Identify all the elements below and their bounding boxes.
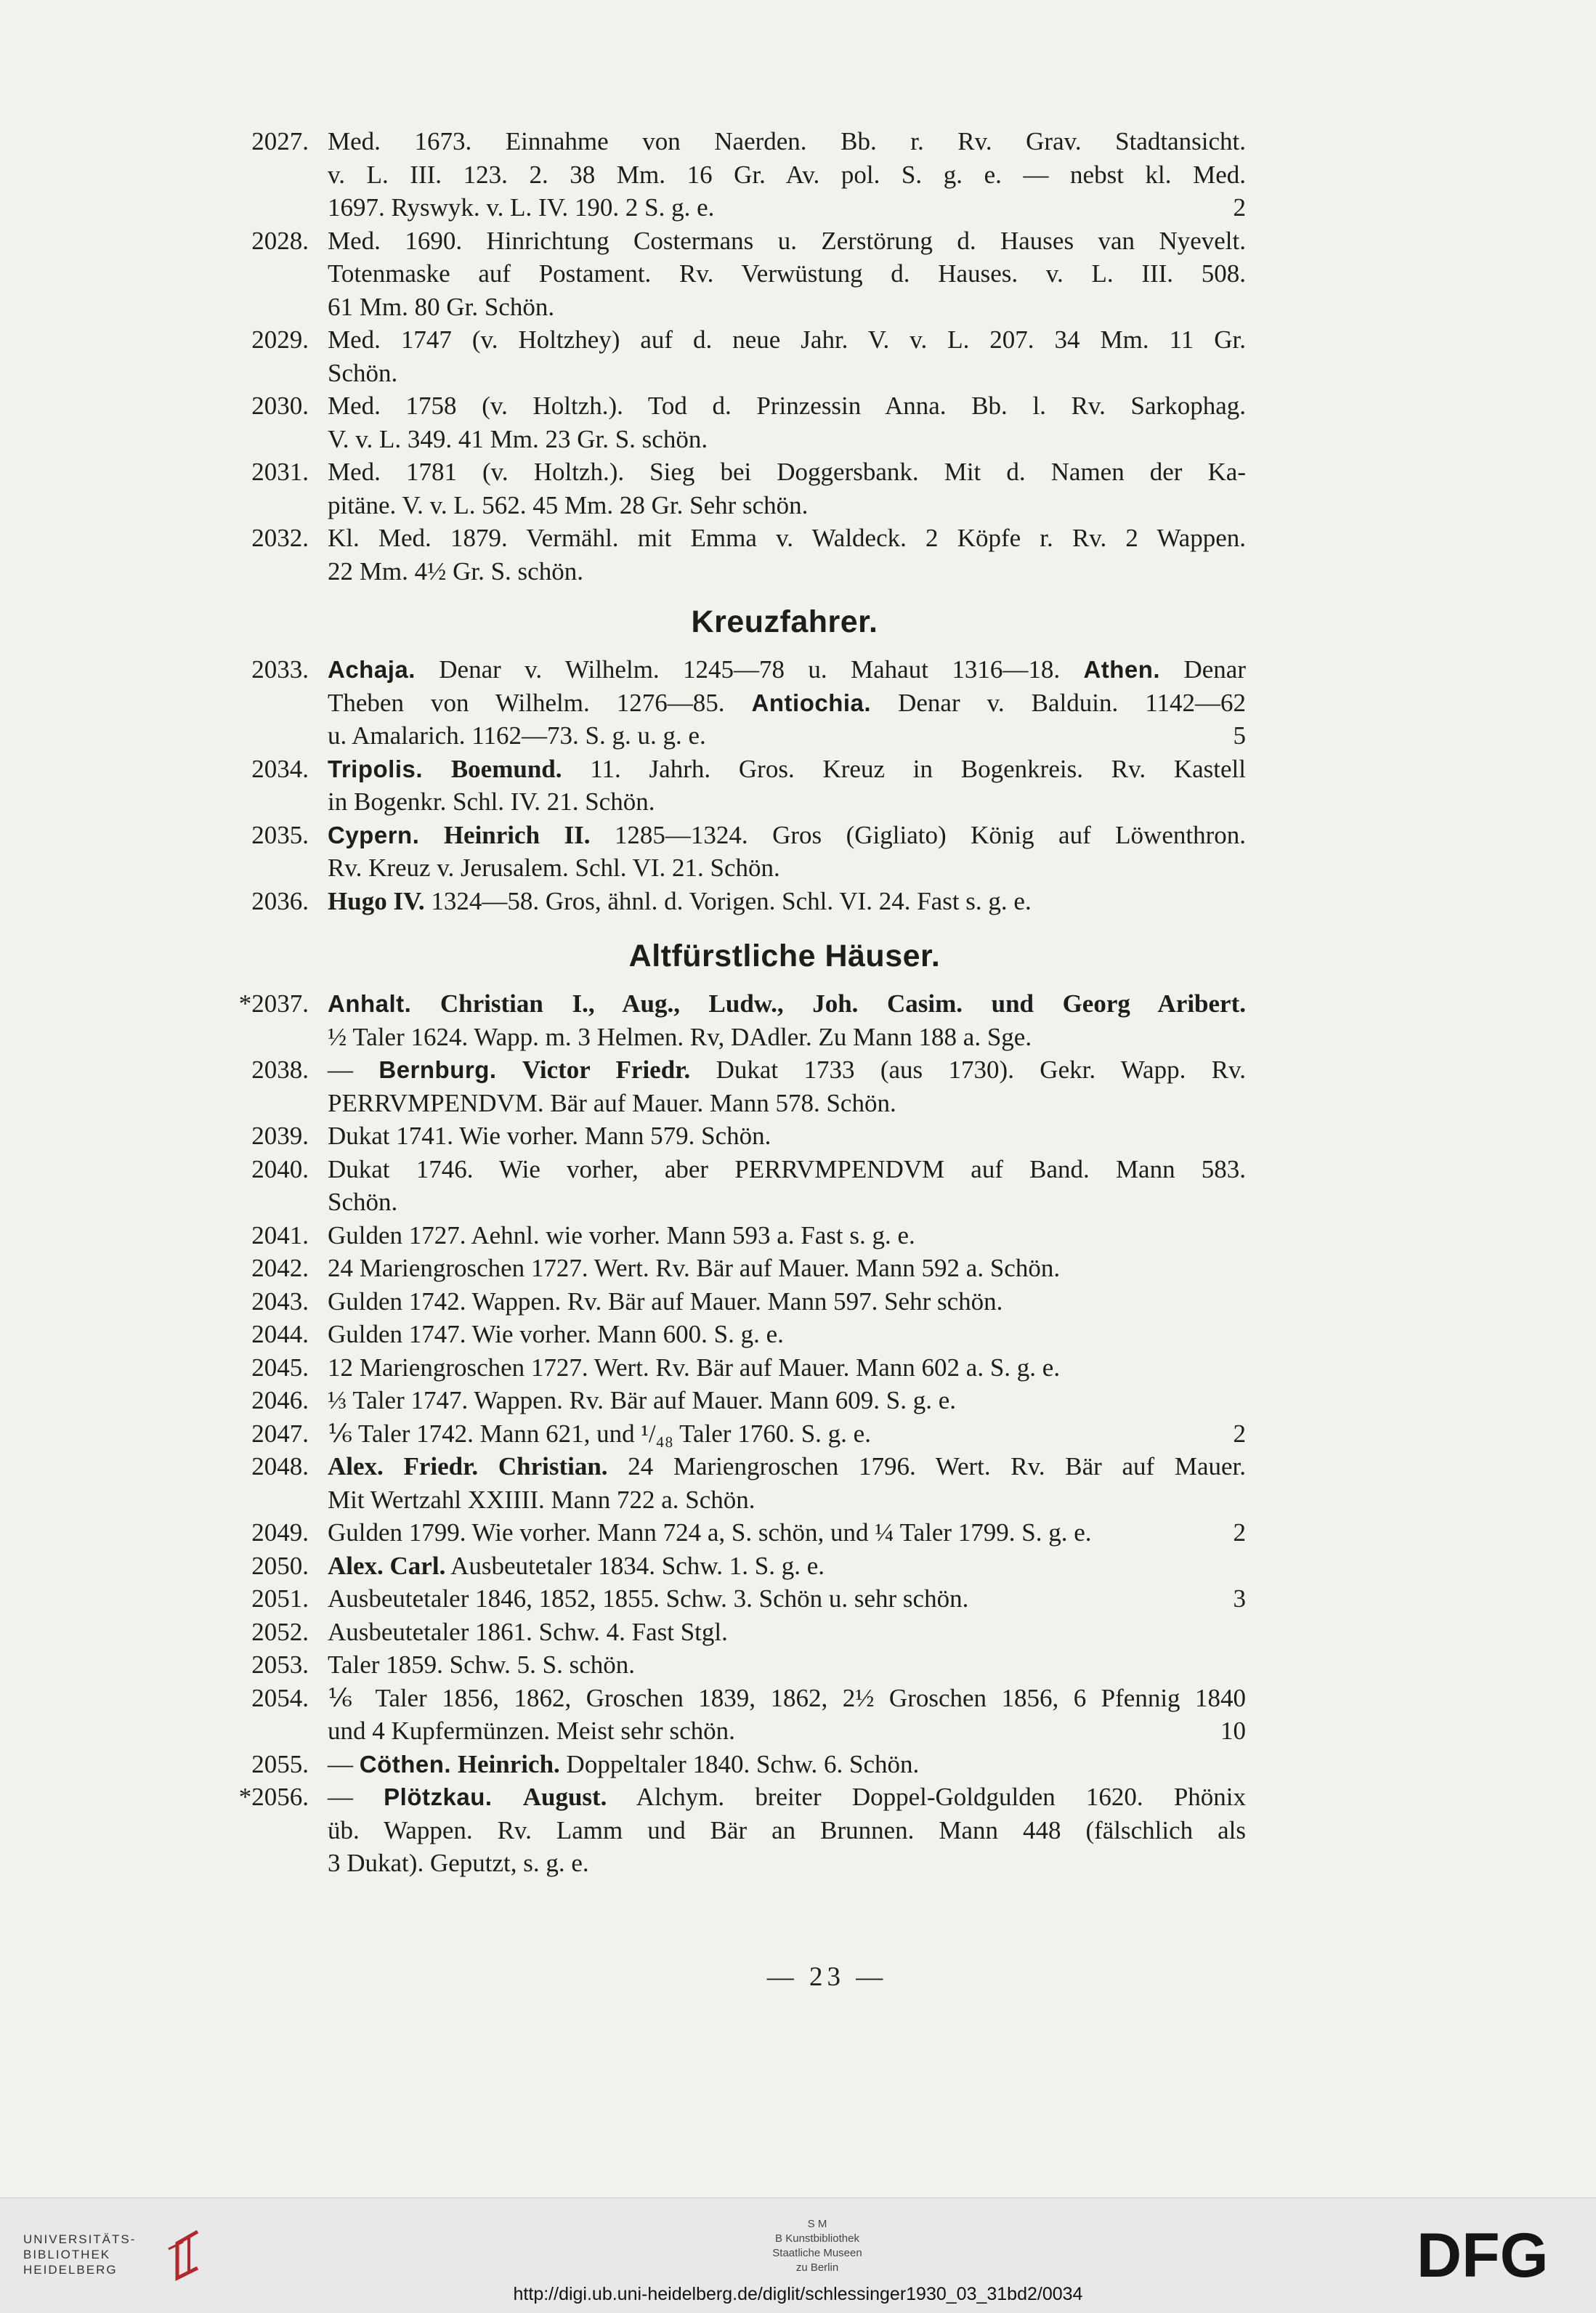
lot-description xyxy=(328,389,1246,455)
text-line xyxy=(328,555,1246,588)
text-run: Denar xyxy=(1160,655,1246,684)
text-line xyxy=(328,1351,1246,1385)
text-line xyxy=(328,357,1246,390)
text-line xyxy=(328,1516,1246,1550)
place-name: Plötzkau. xyxy=(384,1783,493,1810)
text-line xyxy=(328,1648,1246,1682)
text-run: ½ Taler 1624. Wapp. m. 3 Helmen. Rv, DAdler. Zu Mann 188 a. Sge. xyxy=(328,1022,1032,1051)
text-run xyxy=(497,1056,522,1084)
lot-number: 2029. xyxy=(251,325,309,354)
catalog-entry xyxy=(214,1781,1246,1880)
lot-description xyxy=(328,455,1246,522)
catalog-entry xyxy=(214,1351,1246,1385)
text-line xyxy=(328,785,1246,819)
text-line xyxy=(328,389,1246,423)
kb-line: S M xyxy=(807,2218,827,2230)
catalog-entry xyxy=(214,455,1246,522)
text-run: 22 Mm. 4½ Gr. S. schön. xyxy=(328,556,583,586)
text-line xyxy=(328,1682,1246,1715)
text-line xyxy=(328,819,1246,852)
text-line xyxy=(328,1219,1246,1252)
catalog-entry xyxy=(214,653,1246,753)
catalog-entry xyxy=(214,323,1246,389)
lot-description xyxy=(328,1384,1246,1417)
lot-number: 2043. xyxy=(251,1287,309,1316)
entry-group-altfuerstliche-haeuser xyxy=(214,987,1246,1880)
place-name: Achaja. xyxy=(328,656,416,683)
text-run: Taler 1859. Schw. 5. S. schön. xyxy=(328,1650,636,1679)
lot-description xyxy=(328,1450,1246,1516)
lot-number: 2040. xyxy=(251,1154,309,1183)
text-run: — xyxy=(328,1056,379,1084)
text-line xyxy=(328,686,1246,720)
text-run: 24 Mariengroschen 1727. Wert. Rv. Bär auf Mauer. Mann 592 a. Schön. xyxy=(328,1254,1061,1282)
lot-description xyxy=(328,1252,1246,1285)
page-number: — 23 — xyxy=(766,1962,888,1992)
lot-description xyxy=(328,323,1246,389)
dfg-logo[interactable] xyxy=(1417,2227,1569,2285)
lot-number: 2055. xyxy=(251,1749,309,1778)
catalog-entry xyxy=(214,125,1246,224)
catalog-entry xyxy=(214,1219,1246,1252)
lot-description xyxy=(328,1648,1246,1682)
ruler-name: Alex. Carl. xyxy=(328,1551,446,1580)
catalog-entry xyxy=(214,1648,1246,1682)
lot-number: 2033. xyxy=(251,655,309,684)
text-line xyxy=(328,1384,1246,1417)
text-line xyxy=(328,323,1246,357)
lot-number: 2028. xyxy=(251,226,309,255)
lot-count: 2 xyxy=(1233,1518,1246,1547)
text-line xyxy=(328,1616,1246,1649)
lot-description xyxy=(328,1550,1246,1583)
catalog-entry xyxy=(214,885,1246,918)
text-line xyxy=(328,1450,1246,1483)
text-run: 61 Mm. 80 Gr. Schön. xyxy=(328,292,555,321)
text-run: Denar v. Wilhelm. 1245—78 u. Mahaut 1316—18. xyxy=(415,655,1084,684)
text-run: Ausbeutetaler 1834. Schw. 1. S. g. e. xyxy=(445,1551,825,1580)
text-run: Schön. xyxy=(328,358,398,387)
place-name: Cöthen. xyxy=(359,1750,452,1778)
text-run: ⅙ Taler 1856, 1862, Groschen 1839, 1862, 2½ Groschen 1856, 6 Pfennig 1840 xyxy=(328,1683,1246,1712)
text-line xyxy=(328,1053,1246,1087)
ruler-name: Boemund. xyxy=(450,754,562,783)
catalog-entry xyxy=(214,1119,1246,1153)
text-run: 12 Mariengroschen 1727. Wert. Rv. Bär auf Mauer. Mann 602 a. S. g. e. xyxy=(328,1353,1061,1382)
catalog-entry xyxy=(214,1748,1246,1781)
text-run: und 4 Kupfermünzen. Meist sehr schön. xyxy=(328,1717,735,1745)
university-library-logo[interactable] xyxy=(23,2232,136,2277)
lot-count: 3 xyxy=(1233,1584,1246,1613)
catalog-entry xyxy=(214,1384,1246,1417)
text-run: 1285—1324. Gros (Gigliato) König auf Löwenthron. xyxy=(590,820,1246,849)
text-run: Totenmaske auf Postament. Rv. Verwüstung d. Hauses. v. L. III. 508. xyxy=(328,259,1246,288)
catalog-entry xyxy=(214,1252,1246,1285)
lot-description xyxy=(328,522,1246,588)
text-run: u. Amalarich. 1162—73. S. g. u. g. e. xyxy=(328,721,706,750)
text-line xyxy=(328,1186,1246,1219)
lot-number: 2050. xyxy=(251,1551,309,1580)
lot-number: 2048. xyxy=(251,1452,309,1480)
dfg-logo-text: DFG xyxy=(1417,2227,1549,2285)
text-line xyxy=(328,1087,1246,1120)
text-line xyxy=(328,753,1246,786)
text-run: Rv. Kreuz v. Jerusalem. Schl. VI. 21. Schön. xyxy=(328,854,780,882)
text-line xyxy=(328,291,1246,324)
ruler-name: Hugo IV. xyxy=(328,886,425,915)
lot-number: 2047. xyxy=(251,1419,309,1448)
text-run: v. L. III. 123. 2. 38 Mm. 16 Gr. Av. pol. S. g. e. — nebst kl. Med. xyxy=(328,160,1246,189)
catalog-entry xyxy=(214,224,1246,324)
lot-number: 2036. xyxy=(251,886,309,915)
lot-count: 10 xyxy=(1220,1717,1246,1745)
lot-number: 2042. xyxy=(251,1254,309,1282)
text-line xyxy=(328,653,1246,686)
lot-number: 2044. xyxy=(251,1320,309,1348)
text-run: Med. 1758 (v. Holtzh.). Tod d. Prinzessin Anna. Bb. l. Rv. Sarkophag. xyxy=(328,392,1246,420)
lot-description xyxy=(328,753,1246,819)
text-line xyxy=(328,1483,1246,1517)
lot-number: 2051. xyxy=(251,1584,309,1613)
text-run: Kl. Med. 1879. Vermähl. mit Emma v. Waldeck. 2 Köpfe r. Rv. 2 Wappen. xyxy=(328,524,1246,552)
text-line xyxy=(328,455,1246,489)
lot-number: 2041. xyxy=(251,1220,309,1249)
ruler-name: Alex. Friedr. Christian. xyxy=(328,1452,608,1480)
lot-description xyxy=(328,1582,1246,1616)
lot-description xyxy=(328,1153,1246,1219)
catalog-entry xyxy=(214,1153,1246,1219)
place-name: Athen. xyxy=(1083,656,1161,683)
ruler-name: Heinrich. xyxy=(457,1749,560,1778)
lot-description xyxy=(328,1516,1246,1550)
ruler-name: August. xyxy=(522,1783,607,1811)
lot-description xyxy=(328,1682,1246,1748)
catalog-entry xyxy=(214,389,1246,455)
text-line xyxy=(328,1781,1246,1814)
text-run: PERRVMPENDVM. Bär auf Mauer. Mann 578. Schön. xyxy=(328,1088,896,1117)
text-line xyxy=(328,987,1246,1021)
catalog-entry xyxy=(214,753,1246,819)
catalog-entry xyxy=(214,1450,1246,1516)
place-name: Anhalt. xyxy=(328,990,412,1017)
lot-description xyxy=(328,1119,1246,1153)
lot-description xyxy=(328,1285,1246,1318)
text-line xyxy=(328,257,1246,291)
text-run xyxy=(423,755,451,783)
text-run xyxy=(419,821,443,849)
text-run: Med. 1781 (v. Holtzh.). Sieg bei Doggersbank. Mit d. Namen der Ka- xyxy=(328,458,1246,486)
text-run: Gulden 1747. Wie vorher. Mann 600. S. g. e. xyxy=(328,1320,784,1348)
place-name: Tripolis. xyxy=(328,755,424,782)
lot-description xyxy=(328,1781,1246,1880)
catalog-entry xyxy=(214,1516,1246,1550)
uni-line: HEIDELBERG xyxy=(23,2263,118,2277)
lot-count: 2 xyxy=(1233,193,1246,222)
kb-line: B Kunstbibliothek xyxy=(775,2232,859,2245)
catalog-entry xyxy=(214,1582,1246,1616)
kb-line: Staatliche Museen xyxy=(772,2247,862,2259)
lot-description xyxy=(328,224,1246,324)
viewer-footer xyxy=(0,2197,1596,2313)
lot-count: 5 xyxy=(1233,721,1246,750)
text-run: Med. 1690. Hinrichtung Costermans u. Zerstörung d. Hauses van Nyevelt. xyxy=(328,226,1246,255)
text-run: Gulden 1799. Wie vorher. Mann 724 a, S. schön, und ¼ Taler 1799. S. g. e. xyxy=(328,1518,1092,1547)
text-run: 11. Jahrh. Gros. Kreuz in Bogenkreis. Rv. Kastell xyxy=(562,754,1246,783)
ruler-name: Christian I., Aug., Ludw., Joh. Casim. und Georg Aribert. xyxy=(439,989,1246,1018)
text-line xyxy=(328,1021,1246,1054)
lot-description xyxy=(328,1616,1246,1649)
lot-description xyxy=(328,819,1246,885)
ruler-name: Victor Friedr. xyxy=(522,1056,691,1084)
text-line xyxy=(328,489,1246,522)
catalog-entry xyxy=(214,1550,1246,1583)
text-run: Schön. xyxy=(328,1188,398,1216)
lot-number: 2052. xyxy=(251,1617,309,1646)
text-run: üb. Wappen. Rv. Lamm und Bär an Brunnen. Mann 448 (fälschlich als xyxy=(328,1815,1246,1844)
lot-number: 2030. xyxy=(251,392,309,420)
text-line xyxy=(328,191,1246,224)
text-line xyxy=(328,1285,1246,1318)
lot-description xyxy=(328,1748,1246,1781)
lot-number: 2031. xyxy=(251,458,309,486)
text-run: ⅓ Taler 1747. Wappen. Rv. Bär auf Mauer. Mann 609. S. g. e. xyxy=(328,1386,957,1414)
lot-number: 2054. xyxy=(251,1683,309,1712)
lot-description xyxy=(328,1417,1246,1451)
place-name: Cypern. xyxy=(328,821,420,848)
lot-number: 2045. xyxy=(251,1353,309,1382)
text-line xyxy=(328,1714,1246,1748)
catalog-entry xyxy=(214,1285,1246,1318)
lot-description xyxy=(328,1318,1246,1351)
text-line xyxy=(328,1252,1246,1285)
text-run: Mit Wertzahl XXIIII. Mann 722 a. Schön. xyxy=(328,1485,756,1514)
lot-number: *2056. xyxy=(238,1783,309,1811)
catalog-entry xyxy=(214,1682,1246,1748)
text-run: — xyxy=(328,1783,384,1811)
text-line xyxy=(328,1814,1246,1847)
text-line xyxy=(328,423,1246,456)
text-run: Ausbeutetaler 1846, 1852, 1855. Schw. 3. Schön u. sehr schön. xyxy=(328,1584,969,1613)
catalog-entry xyxy=(214,1616,1246,1649)
text-run: pitäne. V. v. L. 562. 45 Mm. 28 Gr. Sehr schön. xyxy=(328,490,809,519)
place-name: Bernburg. xyxy=(378,1056,497,1083)
lot-description xyxy=(328,885,1246,918)
lot-description xyxy=(328,1219,1246,1252)
text-line xyxy=(328,851,1246,885)
text-run: Med. 1673. Einnahme von Naerden. Bb. r. Rv. Grav. Stadtansicht. xyxy=(328,127,1246,155)
text-run xyxy=(493,1783,523,1811)
text-line xyxy=(328,1582,1246,1616)
text-line xyxy=(328,158,1246,192)
uni-line: BIBLIOTHEK xyxy=(23,2248,111,2261)
lot-description xyxy=(328,653,1246,753)
permalink-url[interactable]: http://digi.ub.uni-heidelberg.de/diglit/schlessinger1930_03_31bd2/0034 xyxy=(513,2284,1083,2304)
text-line xyxy=(328,885,1246,918)
text-run: Denar v. Balduin. 1142—62 xyxy=(871,688,1246,717)
lot-number: 2027. xyxy=(251,127,309,155)
ruler-name: Heinrich II. xyxy=(443,820,591,849)
catalog-entry xyxy=(214,987,1246,1053)
text-run: 24 Mariengroschen 1796. Wert. Rv. Bär auf Mauer. xyxy=(607,1452,1246,1480)
text-run: Dukat 1746. Wie vorher, aber PERRVMPENDVM auf Band. Mann 583. xyxy=(328,1154,1246,1183)
lot-description xyxy=(328,1053,1246,1119)
lot-number: 2035. xyxy=(251,820,309,849)
text-line xyxy=(328,522,1246,555)
text-run: 1324—58. Gros, ähnl. d. Vorigen. Schl. VI. 24. Fast s. g. e. xyxy=(424,886,1032,915)
catalog-text xyxy=(214,125,1246,1880)
lot-number: 2053. xyxy=(251,1650,309,1679)
text-run xyxy=(451,1750,458,1778)
text-line xyxy=(328,224,1246,258)
lot-number: *2037. xyxy=(238,989,309,1018)
section-heading-altfuerstliche-haeuser: Altfürstliche Häuser. xyxy=(628,939,941,973)
lot-number: 2039. xyxy=(251,1122,309,1150)
catalog-entry xyxy=(214,1417,1246,1451)
heidelberg-mark-icon xyxy=(161,2227,212,2285)
text-line xyxy=(328,719,1246,753)
lot-number: 2034. xyxy=(251,754,309,783)
text-run: Gulden 1727. Aehnl. wie vorher. Mann 593 a. Fast s. g. e. xyxy=(328,1220,915,1249)
lot-number: 2032. xyxy=(251,524,309,552)
lot-description xyxy=(328,1351,1246,1385)
entry-group-kreuzfahrer xyxy=(214,653,1246,917)
text-run xyxy=(411,989,440,1018)
kb-line: zu Berlin xyxy=(795,2261,839,2274)
text-line xyxy=(328,1550,1246,1583)
text-run: Dukat 1733 (aus 1730). Gekr. Wapp. Rv. xyxy=(690,1056,1247,1084)
section-heading-kreuzfahrer: Kreuzfahrer. xyxy=(691,604,878,639)
text-line xyxy=(328,125,1246,158)
text-line xyxy=(328,1119,1246,1153)
text-run: Alchym. breiter Doppel-Goldgulden 1620. Phönix xyxy=(607,1783,1247,1811)
text-line xyxy=(328,1417,1246,1451)
catalog-entry xyxy=(214,522,1246,588)
catalog-entry xyxy=(214,1053,1246,1119)
place-name: Antiochia. xyxy=(751,689,872,716)
lot-number: 2046. xyxy=(251,1386,309,1414)
text-run: Theben von Wilhelm. 1276—85. xyxy=(328,688,752,717)
text-run: Doppeltaler 1840. Schw. 6. Schön. xyxy=(559,1749,920,1778)
kunstbibliothek-logo[interactable] xyxy=(734,2217,901,2275)
text-line xyxy=(328,1153,1246,1186)
text-run: — xyxy=(328,1749,360,1778)
catalog-entry xyxy=(214,819,1246,885)
text-run: in Bogenkr. Schl. IV. 21. Schön. xyxy=(328,787,655,816)
text-run: Med. 1747 (v. Holtzhey) auf d. neue Jahr. V. v. L. 207. 34 Mm. 11 Gr. xyxy=(328,325,1246,354)
lot-number: 2049. xyxy=(251,1518,309,1547)
text-run: V. v. L. 349. 41 Mm. 23 Gr. S. schön. xyxy=(328,424,708,453)
lot-description xyxy=(328,125,1246,224)
text-run: 1697. Ryswyk. v. L. IV. 190. 2 S. g. e. xyxy=(328,193,715,222)
uni-line: UNIVERSITÄTS- xyxy=(23,2232,137,2246)
university-library-name xyxy=(23,2232,136,2277)
text-run: 3 Dukat). Geputzt, s. g. e. xyxy=(328,1849,589,1877)
text-run: ⅙ Taler 1742. Mann 621, und ¹/₄₈ Taler 1760. S. g. e. xyxy=(328,1419,871,1448)
text-line xyxy=(328,1318,1246,1351)
text-line xyxy=(328,1748,1246,1781)
text-run: Dukat 1741. Wie vorher. Mann 579. Schön. xyxy=(328,1122,771,1150)
lot-description xyxy=(328,987,1246,1053)
lot-number: 2038. xyxy=(251,1056,309,1084)
entry-group-medals xyxy=(214,125,1246,588)
text-line xyxy=(328,1847,1246,1880)
lot-count: 2 xyxy=(1233,1419,1246,1448)
text-run: Ausbeutetaler 1861. Schw. 4. Fast Stgl. xyxy=(328,1617,728,1646)
text-run: Gulden 1742. Wappen. Rv. Bär auf Mauer. Mann 597. Sehr schön. xyxy=(328,1287,1003,1316)
catalog-entry xyxy=(214,1318,1246,1351)
